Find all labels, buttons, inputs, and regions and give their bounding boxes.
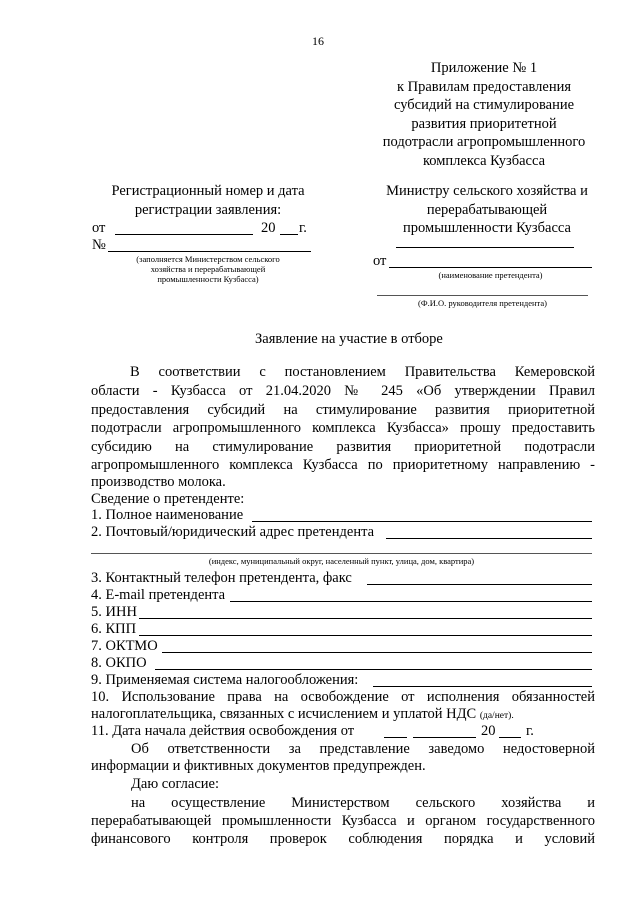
- addressee-line-blank[interactable]: [396, 247, 574, 248]
- field-tax-system-line[interactable]: [373, 686, 592, 687]
- field-oktmo-label: 7. ОКТМО: [91, 638, 158, 654]
- intro-line: области - Кузбасса от 21.04.2020 № 245 «Об утверждении Правил: [91, 383, 595, 399]
- field-address-line[interactable]: [386, 538, 592, 539]
- field-full-name-label: 1. Полное наименование: [91, 507, 244, 523]
- appendix-block: [360, 59, 608, 170]
- field-address-line-2[interactable]: [91, 553, 592, 554]
- note-line: промышленности Кузбасса): [157, 274, 259, 284]
- intro-line: предоставления субсидий на стимулирование развития приоритетной: [91, 402, 595, 418]
- addressee-line: перерабатывающей: [426, 201, 548, 218]
- consent-line: финансового контроля проверок соблюдения порядка и условий: [91, 831, 595, 847]
- appendix-line: подотрасли агропромышленного: [382, 134, 586, 150]
- reg-year-suffix: г.: [299, 220, 307, 236]
- field-email-label: 4. E-mail претендента: [91, 587, 226, 603]
- reg-number-line[interactable]: [108, 251, 311, 252]
- field-oktmo-line[interactable]: [162, 652, 592, 653]
- page-number: 16: [312, 34, 324, 48]
- exempt-year-suffix: г.: [526, 723, 534, 739]
- document-title: Заявление на участие в отборе: [255, 331, 443, 347]
- exempt-month-line[interactable]: [413, 737, 476, 738]
- head-name-line[interactable]: [377, 295, 588, 296]
- addressee-from-prefix: от: [373, 253, 387, 269]
- field-okpo-label: 8. ОКПО: [91, 655, 147, 671]
- field-tax-system-label: 9. Применяемая система налогообложения:: [91, 672, 359, 688]
- intro-line: В соответствии с постановлением Правительства Кемеровской: [130, 364, 595, 380]
- intro-line: подотрасли агропромышленного комплекса Кузбасса» прошу предоставить: [91, 420, 595, 436]
- field-exempt-date-label: 11. Дата начала действия освобождения от: [91, 723, 355, 739]
- reg-number-prefix: №: [92, 237, 106, 253]
- field-phone-label: 3. Контактный телефон претендента, факс: [91, 570, 352, 586]
- exempt-year-line[interactable]: [499, 737, 521, 738]
- reg-date-line[interactable]: [115, 234, 253, 235]
- exempt-year-prefix: 20: [481, 723, 496, 739]
- consent-line: перерабатывающей промышленности Кузбасса и органом государственного: [91, 813, 595, 829]
- reg-year-line[interactable]: [280, 234, 298, 235]
- vat-text: налогоплательщика, связанных с исчислением и уплатой НДС: [91, 706, 477, 722]
- consent-line: на осуществление Министерством сельского хозяйства и: [131, 795, 595, 811]
- appendix-line: Приложение № 1: [430, 60, 538, 76]
- field-kpp-line[interactable]: [139, 635, 592, 636]
- appendix-line: к Правилам предоставления: [396, 78, 572, 95]
- registration-line: регистрации заявления:: [134, 202, 282, 218]
- applicant-name-line[interactable]: [389, 267, 592, 268]
- head-name-caption: (Ф.И.О. руководителя претендента): [418, 298, 547, 308]
- note-line: хозяйства и перерабатывающей: [150, 264, 266, 274]
- address-caption: (индекс, муниципальный округ, населенный пункт, улица, дом, квартира): [208, 556, 475, 566]
- intro-last-line: производство молока.: [91, 474, 226, 490]
- field-kpp-label: 6. КПП: [91, 621, 137, 637]
- appendix-line: комплекса Кузбасса: [422, 152, 546, 169]
- intro-line: агропромышленного комплекса Кузбасса по приоритетному направлению -: [91, 457, 595, 473]
- exempt-day-line[interactable]: [384, 737, 407, 738]
- registration-heading: [88, 182, 328, 220]
- registration-line: Регистрационный номер и дата: [111, 183, 305, 199]
- addressee-line: промышленности Кузбасса: [403, 220, 571, 236]
- field-inn-label: 5. ИНН: [91, 604, 137, 620]
- field-okpo-line[interactable]: [155, 669, 592, 670]
- field-email-line[interactable]: [230, 601, 592, 602]
- appendix-line: субсидий на стимулирование: [393, 97, 575, 113]
- consent-header: Даю согласие:: [131, 776, 220, 792]
- field-full-name-line[interactable]: [252, 521, 592, 522]
- reg-from-prefix: от: [92, 220, 106, 236]
- field-inn-line[interactable]: [139, 618, 592, 619]
- addressee-line: Министру сельского хозяйства и: [386, 183, 588, 199]
- intro-line: субсидию на стимулирование развития приоритетной подотрасли: [91, 439, 595, 455]
- appendix-line: развития приоритетной: [411, 115, 557, 132]
- note-line: (заполняется Министерством сельского: [136, 254, 280, 264]
- addressee-block: [362, 182, 612, 238]
- applicant-name-caption: (наименование претендента): [438, 270, 543, 280]
- applicant-header: Сведение о претенденте:: [91, 491, 245, 507]
- responsibility-line-2: информации и фиктивных документов предупрежден.: [91, 758, 426, 774]
- field-phone-line[interactable]: [367, 584, 592, 585]
- field-vat-label: 10. Использование права на освобождение от исполнения обязанностей: [91, 689, 595, 705]
- registration-note: [96, 254, 320, 284]
- vat-note: (да/нет).: [479, 711, 514, 721]
- responsibility-line: Об ответственности за представление заведомо недостоверной: [131, 741, 595, 757]
- reg-year-prefix: 20: [261, 220, 276, 236]
- field-address-label: 2. Почтовый/юридический адрес претендента: [91, 524, 375, 540]
